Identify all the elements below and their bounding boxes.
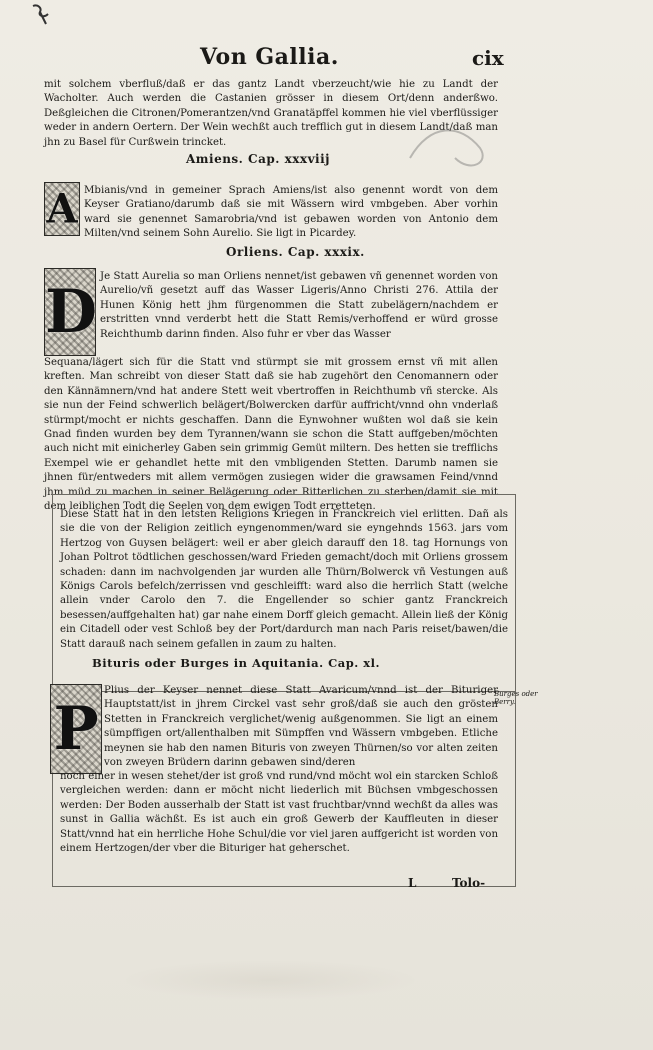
dropcap-letter: A <box>46 185 78 233</box>
orliens-paragraph-start: Je Statt Aurelia so man Orliens nennet/ist gebawen vñ genennet worden von Aurelio/vñ gesetzt auff das Wasser Ligeris/Anno Christi 276. Attila der Hunen König hett jhm fürgenommen die Statt zubelägern/nachdem er erstritten vnnd verderbt hett die Statt Remis/verhoffend er würd grosse Reichthumb darinn finden. Also fuhr er vber das Wasser <box>100 271 498 340</box>
biturs-paragraph-continued: noch einer in wesen stehet/der ist groß vnd rund/vnd möcht wol ein starcken Schloß vergleichen werden: dann er möcht nicht liederlich mit Büchsen vmbgeschossen werden: Der Boden ausserhalb der Statt ist vast fruchtbar/vnnd wechßt da alles was sunst in Gallia wächßt. Es ist auch ein groß Gewerb der Kauffleuten in dieser Statt/vnnd hat ein herrliche Hohe Schul/die vor viel jaren auffgericht ist worden von einem Hertzogen/der vber die Bituriger hat geherschet. <box>60 771 498 855</box>
intro-paragraph: mit solchem vberfluß/daß er das gantz Landt vberzeucht/wie hie zu Landt der Wacholter. Auch werden die Castanien grösser in diesem Ort/denn anderßwo. Deßgleichen die Citronen/Pomerantzen/vnd Granatäpffel kommen hie viel vberflüssiger weder in andern Oertern. Der Wein wechßt auch trefflich gut in diesem Landt/daß man jhn zu Basel für Curßwein trincket. <box>44 79 498 148</box>
orliens-paragraph-continued: Sequana/lägert sich für die Statt vnd stürmpt sie mit grossem ernst vñ mit allen kreften. Man schreibt von dieser Statt daß sie hab zugehört den Cenomannern oder den Kännämnern/vnd hat andere Stett weit vbertroffen in Reichthumb vñ stercke. Als sie nun der Feind schwerlich belägert/Bolwercken darfür auffricht/vnnd ohn vnderlaß stürmpt/mocht er nichts geschaffen. Dann die Eynwohner wußten wol daß sie kein Gnad finden wurden bey dem Tyrannen/wann sie schon die Statt auffgeben/möchten auch nicht mit einicherley Gaben sein grimmig Gemüt miltern. Des hetten sie trefflichs Exempel wie er gehandlet hette mit den vmbligenden Stetten. Darumb namen sie jhnen für/entweders mit allem vermögen zusiegen wider die grawsamen Feind/vnnd jhm müd zu machen in seiner Belägerung oder Ritterlichen zu sterben/damit sie mit dem leiblichen Todt die Seelen von dem ewigen Todt erretteten. <box>44 357 498 513</box>
folio-number: cix <box>472 46 504 70</box>
page-header <box>0 44 653 74</box>
corner-mark-icon <box>30 2 54 28</box>
chapter-heading-amiens: Amiens. Cap. xxxviij <box>186 152 331 166</box>
chapter-heading-biturs: Bituris oder Burges in Aquitania. Cap. xl. <box>92 656 380 670</box>
marginal-note: Burges oder Berry. <box>494 690 538 706</box>
running-title: Von Gallia. <box>200 44 339 70</box>
boxed-addition-text: Diese Statt hat in den letsten Religions Kriegen in Franckreich viel erlitten. Dañ als sie die von der Religion zeitlich eyngenommen/ward sie eyngehnds 1563. jars vom Hertzog von Guysen belägert: weil er aber gleich darauff den 18. tag Hornungs von Johan Poltrot tödtlichen geschossen/ward Frieden gemacht/doch mit Orliens grossem schaden: dann im nachvolgenden jar wurden alle Thürn/Bolwerck vñ Vestungen auß Königs Carols befelch/zerrissen vnd geschleifft: ward also die herrlich Statt (welche allein vnder Carolo den 7. die Engellender so schier gantz Franckreich besessen/auffgehalten hat) gar nahe einem Dorff gleich gemacht. Allein ließ der König ein Citadell oder vest Schloß bey der Port/dardurch man nach Paris reiset/bawen/die Statt darauß nach seinem gefallen in zaum zu halten. <box>60 509 508 650</box>
chapter-heading-orliens: Orliens. Cap. xxxix. <box>226 245 365 259</box>
catchword: Tolo- <box>452 876 486 890</box>
dropcap-initial-d <box>44 268 96 356</box>
dropcap-letter: P <box>53 694 99 764</box>
paper-stain <box>120 960 420 1000</box>
dropcap-initial-p <box>50 684 102 774</box>
biturs-paragraph-start: Plius der Keyser nennet diese Statt Avaricum/vnnd ist der Bituriger Hauptstatt/ist in jhrem Circkel vast sehr groß/daß sie auch den grösten Stetten in Franckreich verglichet/wenig außgenommen. Sie ligt an einem sümpffigen ort/allenthalben mit Sümpffen vnd Wässern vmbgeben. Etliche meynen sie hab den namen Bituris von zweyen Thürnen/so vor alten zeiten von zweyen Brüdern darinn gebawen sind/deren <box>104 685 498 769</box>
dropcap-initial-a <box>44 182 80 236</box>
signature-mark: L <box>408 876 417 890</box>
amiens-paragraph: Mbianis/vnd in gemeiner Sprach Amiens/ist also genennt wordt von dem Keyser Gratiano/darumb daß sie mit Wässern wird vmbgeben. Aber vorhin ward sie genennet Samarobria/vnd ist gebawen worden von Antonio dem Milten/vnd seinem Sohn Aurelio. Sie ligt in Picardey. <box>84 185 498 240</box>
show-through-ornament-icon <box>400 118 500 178</box>
dropcap-letter: D <box>45 277 98 347</box>
